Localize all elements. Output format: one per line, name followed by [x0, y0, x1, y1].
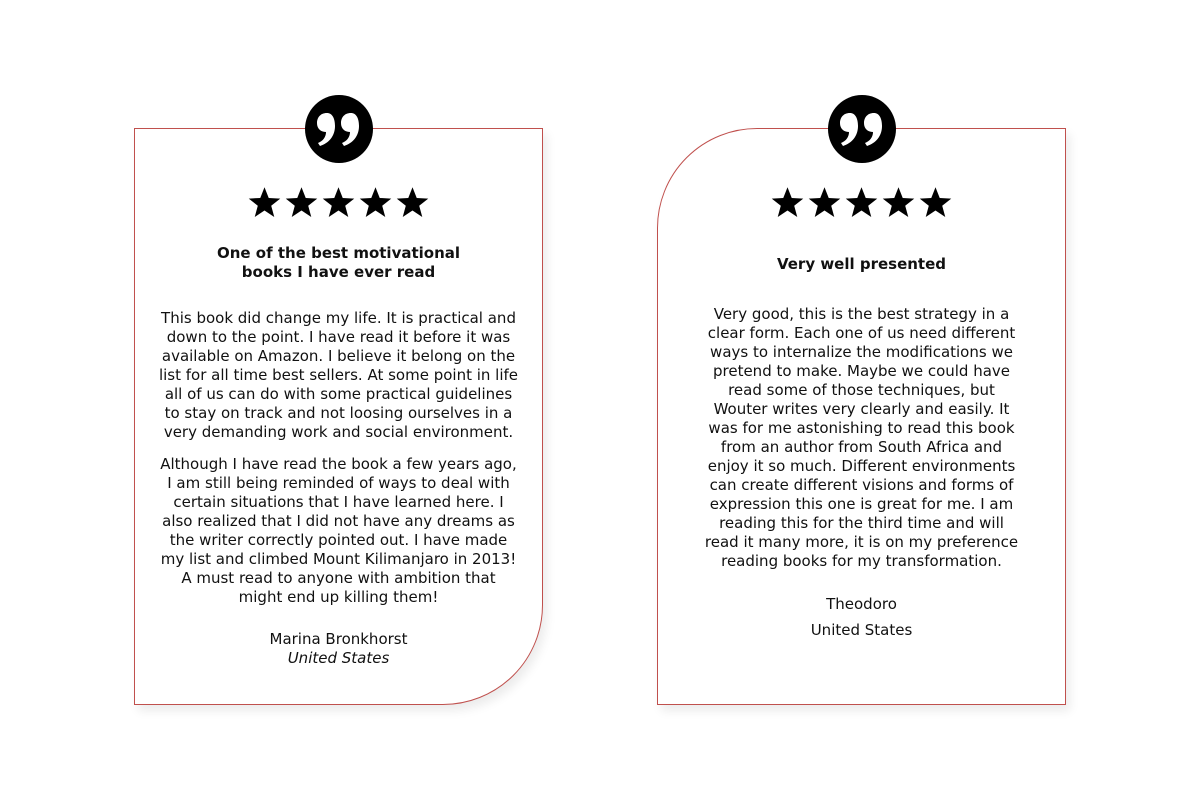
star-rating [658, 185, 1065, 220]
review-card [657, 128, 1066, 705]
review-title-line: One of the best motivational [216, 244, 461, 262]
star-icon [358, 185, 393, 220]
quote-icon [305, 95, 373, 163]
review-country: United States [810, 621, 913, 639]
star-icon [807, 185, 842, 220]
star-icon [321, 185, 356, 220]
review-author: Theodoro [826, 595, 897, 613]
review-country: United States [287, 649, 390, 667]
quote-icon [828, 95, 896, 163]
review-paragraph: Although I have read the book a few years ago, I am still being reminded of ways to deal with certain situations that I have learned here. I also realized that I did not have any dreams as the writer correctly pointed out. I have made my list and climbed Mount Kilimanjaro in 2013! A must read to anyone with ambition that might end up killing them! [160, 455, 517, 606]
review-author: Marina Bronkhorst [269, 630, 408, 648]
review-paragraph: Very good, this is the best strategy in a clear form. Each one of us need different ways to internalize the modifications we pretend to make. Maybe we could have read some of those techniques, but Wouter writes very clearly and easily. It was for me astonishing to read this book from an author from South Africa and enjoy it so much. Different environments can create different visions and forms of expression this one is great for me. I am reading this for the third time and will read it many more, it is on my preference reading books for my transformation. [704, 305, 1019, 570]
star-icon [395, 185, 430, 220]
star-icon [881, 185, 916, 220]
star-icon [918, 185, 953, 220]
star-icon [247, 185, 282, 220]
review-title-line: books I have ever read [241, 263, 436, 281]
review-title: Very well presented [776, 255, 947, 273]
review-paragraph: This book did change my life. It is practical and down to the point. I have read it before it was available on Amazon. I believe it belong on the list for all time best sellers. At some point in life all of us can do with some practical guidelines to stay on track and not loosing ourselves in a very demanding work and social environment. [158, 309, 519, 441]
star-icon [770, 185, 805, 220]
review-title [175, 244, 502, 282]
star-rating [135, 185, 542, 220]
star-icon [844, 185, 879, 220]
review-card [134, 128, 543, 705]
star-icon [284, 185, 319, 220]
